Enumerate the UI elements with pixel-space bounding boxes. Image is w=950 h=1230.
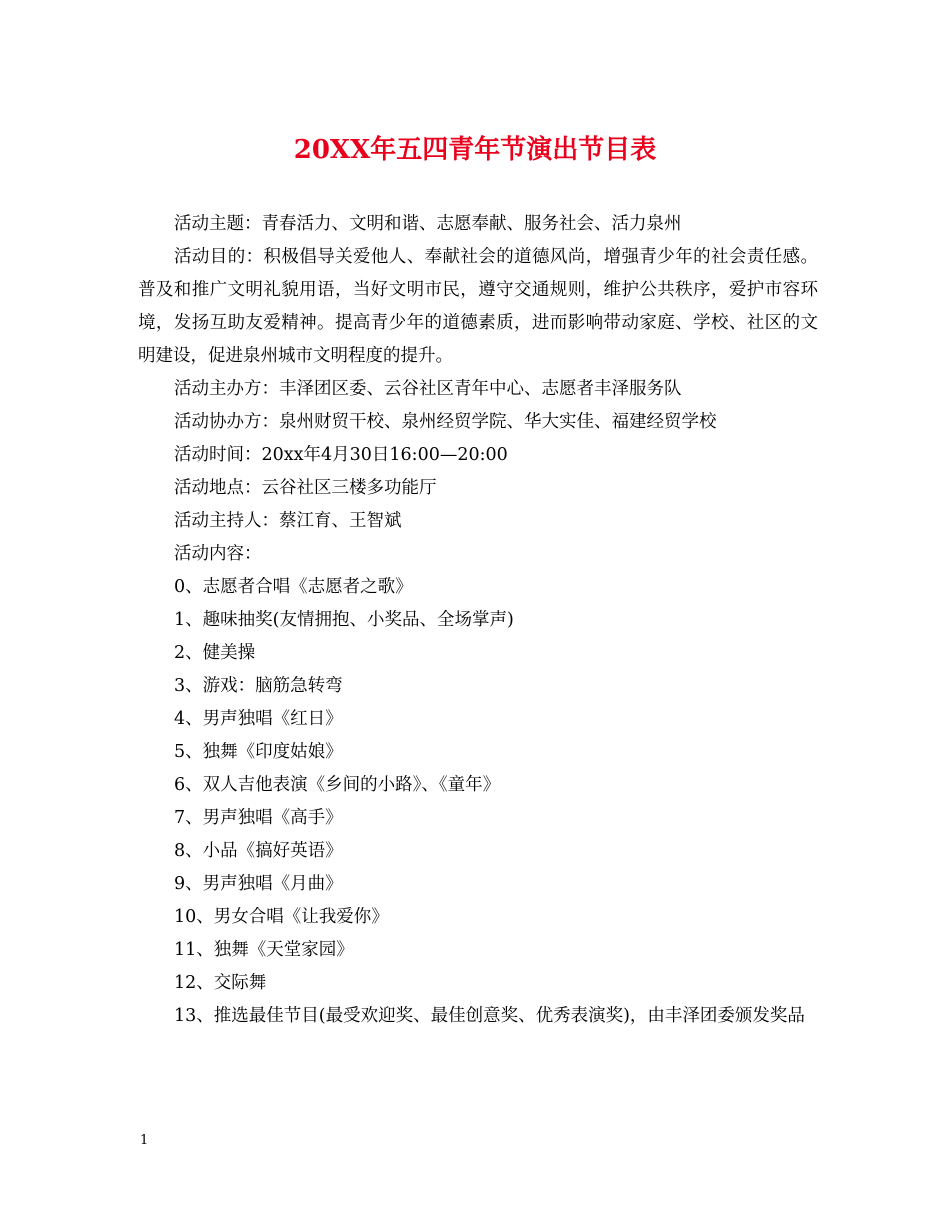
program-item: 1、趣味抽奖(友情拥抱、小奖品、全场掌声)	[174, 610, 514, 630]
activity-host: 活动主持人：蔡江育、王智斌	[174, 511, 402, 531]
document-body	[138, 208, 818, 1033]
program-item: 5、独舞《印度姑娘》	[174, 742, 343, 762]
activity-organizer: 活动主办方：丰泽团区委、云谷社区青年中心、志愿者丰泽服务队	[174, 379, 682, 399]
program-item: 11、独舞《天堂家园》	[174, 940, 354, 960]
page-title: 20XX年五四青年节演出节目表	[293, 135, 657, 165]
program-item: 3、游戏：脑筋急转弯	[174, 676, 343, 696]
activity-time: 活动时间：20xx年4月30日16:00—20:00	[174, 445, 508, 465]
page-number: 1	[140, 1133, 149, 1148]
program-item: 9、男声独唱《月曲》	[174, 874, 343, 894]
program-item: 8、小品《搞好英语》	[174, 841, 343, 861]
program-item: 4、男声独唱《红日》	[174, 709, 343, 729]
program-item: 7、男声独唱《高手》	[174, 808, 343, 828]
program-item: 0、志愿者合唱《志愿者之歌》	[174, 577, 413, 597]
program-item: 12、交际舞	[174, 973, 267, 993]
activity-content-label: 活动内容：	[174, 544, 262, 564]
program-item-final: 13、推选最佳节目(最受欢迎奖、最佳创意奖、优秀表演奖)，由丰泽团委颁发奖品	[174, 1006, 805, 1026]
activity-theme: 活动主题：青春活力、文明和谐、志愿奉献、服务社会、活力泉州	[174, 214, 682, 234]
program-item: 10、男女合唱《让我爱你》	[174, 907, 389, 927]
program-item: 2、健美操	[174, 643, 256, 663]
activity-purpose: 活动目的：积极倡导关爱他人、奉献社会的道德风尚，增强青少年的社会责任感。普及和推广文明礼貌用语，当好文明市民，遵守交通规则，维护公共秩序，爱护市容环境，发扬互助友爱精神。提高青少年的道德素质，进而影响带动家庭、学校、社区的文明建设，促进泉州城市文明程度的提升。	[138, 247, 818, 366]
program-item: 6、双人吉他表演《乡间的小路》、《童年》	[174, 775, 501, 795]
activity-co-organizer: 活动协办方：泉州财贸干校、泉州经贸学院、华大实佳、福建经贸学校	[174, 412, 717, 432]
activity-venue: 活动地点：云谷社区三楼多功能厅	[174, 478, 437, 498]
